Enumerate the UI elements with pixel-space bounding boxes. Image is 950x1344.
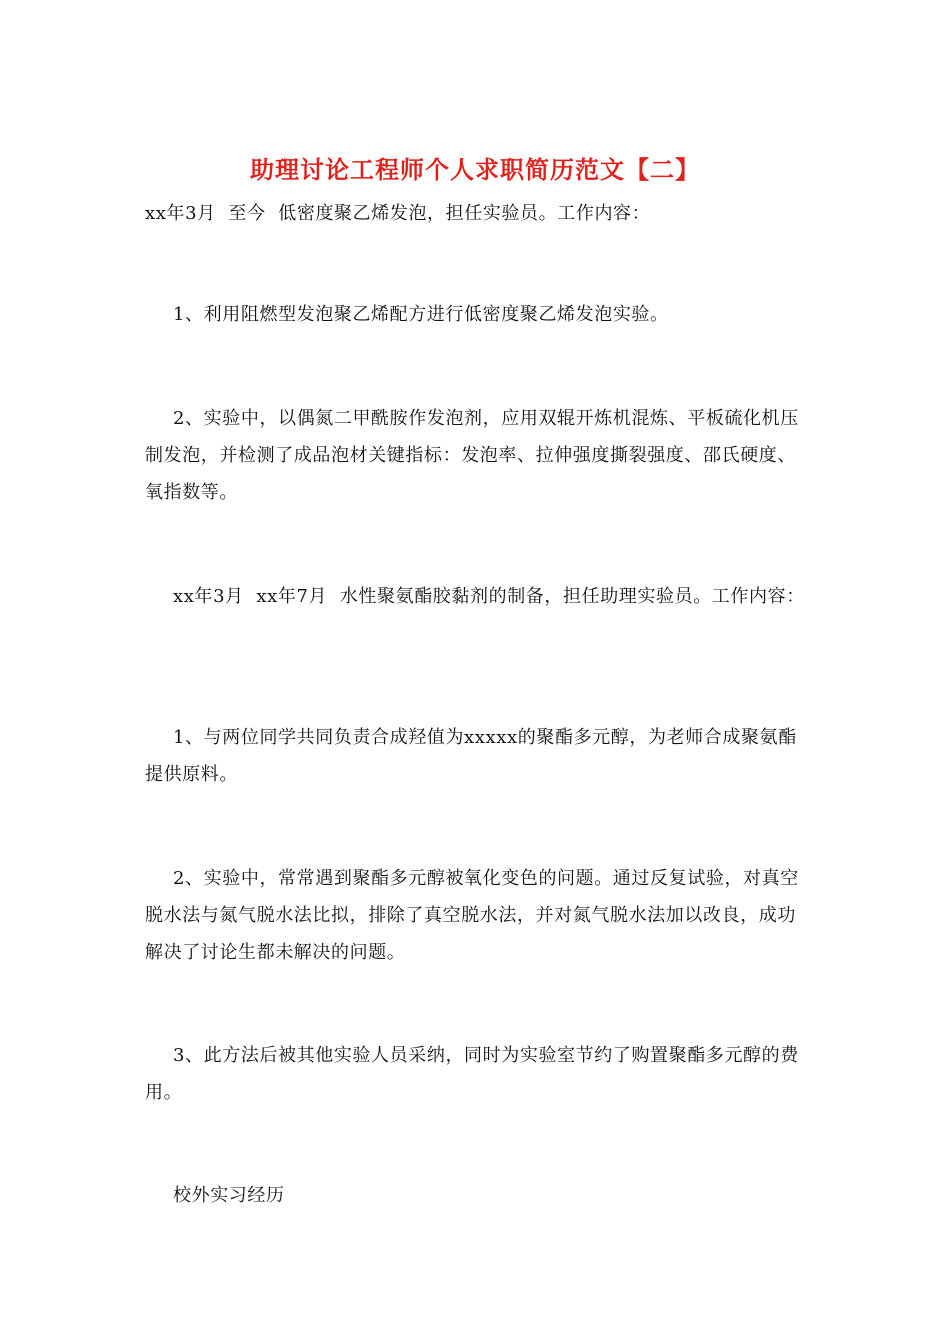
paragraph-item-5: 3、此方法后被其他实验人员采纳，同时为实验室节约了购置聚酯多元醇的费用。	[145, 1045, 799, 1103]
paragraph-work-period-2: xx年3月 xx年7月 水性聚氨酯胶黏剂的制备，担任助理实验员。工作内容：	[173, 586, 805, 607]
paragraph-item-4: 2、实验中，常常遇到聚酯多元醇被氧化变色的问题。通过反复试验，对真空脱水法与氮气脱水法比拟，排除了真空脱水法，并对氮气脱水法加以改良，成功解决了讨论生都未解决的问题。	[145, 868, 799, 963]
document-title: 助理讨论工程师个人求职简历范文【二】	[250, 155, 700, 184]
section-heading-internship: 校外实习经历	[173, 1185, 285, 1206]
paragraph-item-3: 1、与两位同学共同负责合成羟值为xxxxx的聚酯多元醇，为老师合成聚氨酯提供原料。	[145, 727, 797, 785]
paragraph-item-2: 2、实验中，以偶氮二甲酰胺作发泡剂，应用双辊开炼机混炼、平板硫化机压制发泡，并检测了成品泡材关键指标：发泡率、拉伸强度撕裂强度、邵氏硬度、氧指数等。	[145, 408, 799, 503]
paragraph-work-period-1: xx年3月 至今 低密度聚乙烯发泡，担任实验员。工作内容：	[145, 203, 651, 224]
paragraph-item-1: 1、利用阻燃型发泡聚乙烯配方进行低密度聚乙烯发泡实验。	[173, 304, 669, 325]
